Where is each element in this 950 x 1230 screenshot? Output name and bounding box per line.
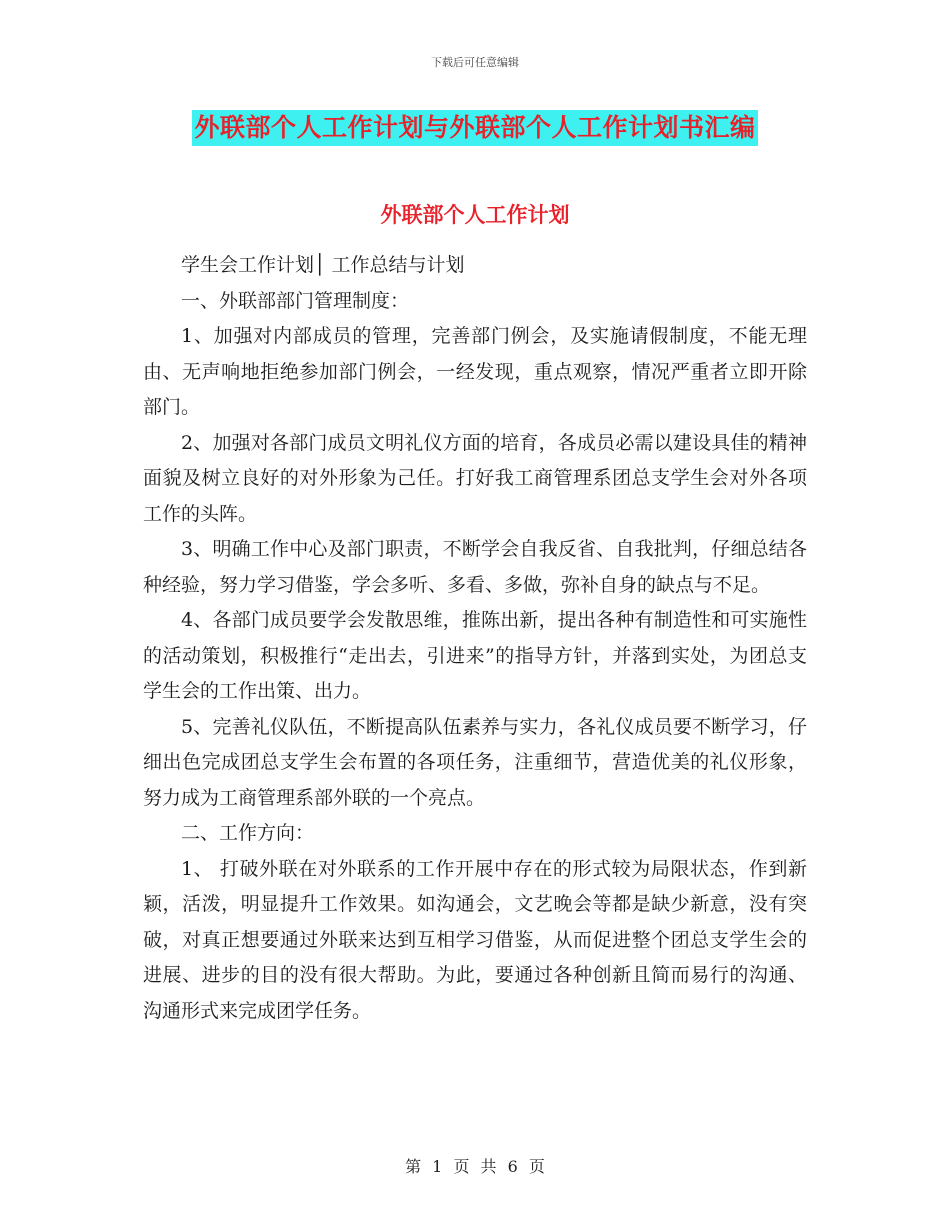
- paragraph: 3、明确工作中心及部门职责，不断学会自我反省、自我批判，仔细总结各种经验，努力学习借鉴，学会多听、多看、多做，弥补自身的缺点与不足。: [143, 538, 807, 596]
- section-title: 外联部个人工作计划: [380, 203, 570, 227]
- main-title-wrap: [0, 110, 950, 146]
- paragraph: 1、加强对内部成员的管理，完善部门例会，及实施请假制度，不能无理由、无声响地拒绝参加部门例会，一经发现，重点观察，情况严重者立即开除部门。: [143, 325, 807, 418]
- document-body: [143, 248, 807, 1029]
- paragraph: 4、各部门成员要学会发散思维，推陈出新，提出各种有制造性和可实施性的活动策划，积极推行“走出去，引进来”的指导方针，并落到实处，为团总支学生会的工作出策、出力。: [143, 609, 807, 702]
- paragraph: 二、工作方向：: [181, 822, 315, 844]
- paragraph: 2、加强对各部门成员文明礼仪方面的培育，各成员必需以建设具佳的精神面貌及树立良好的对外形象为己任。打好我工商管理系团总支学生会对外各项工作的头阵。: [143, 431, 807, 525]
- header-note: 下载后可任意编辑: [431, 56, 519, 69]
- paragraph: 一、外联部部门管理制度：: [181, 289, 410, 312]
- paragraph: 1、 打破外联在对外联系的工作开展中存在的形式较为局限状态，作到新颖，活泼，明显提升工作效果。如沟通会，文艺晚会等都是缺少新意，没有突破，对真正想要通过外联来达到互相学习借鉴，从而促进整个团总支学生会的进展、进步的目的没有很大帮助。为此，要通过各种创新且简而易行的沟通、沟通形式来完成团学任务。: [143, 857, 807, 1022]
- paragraph: 5、完善礼仪队伍，不断提高队伍素养与实力，各礼仪成员要不断学习，仔细出色完成团总支学生会布置的各项任务，注重细节，营造优美的礼仪形象，努力成为工商管理系部外联的一个亮点。: [143, 715, 807, 809]
- page-footer: 第 1 页 共 6 页: [405, 1157, 545, 1176]
- document-title: 外联部个人工作计划与外联部个人工作计划书汇编: [192, 110, 757, 146]
- paragraph: 学生会工作计划│ 工作总结与计划: [181, 254, 465, 276]
